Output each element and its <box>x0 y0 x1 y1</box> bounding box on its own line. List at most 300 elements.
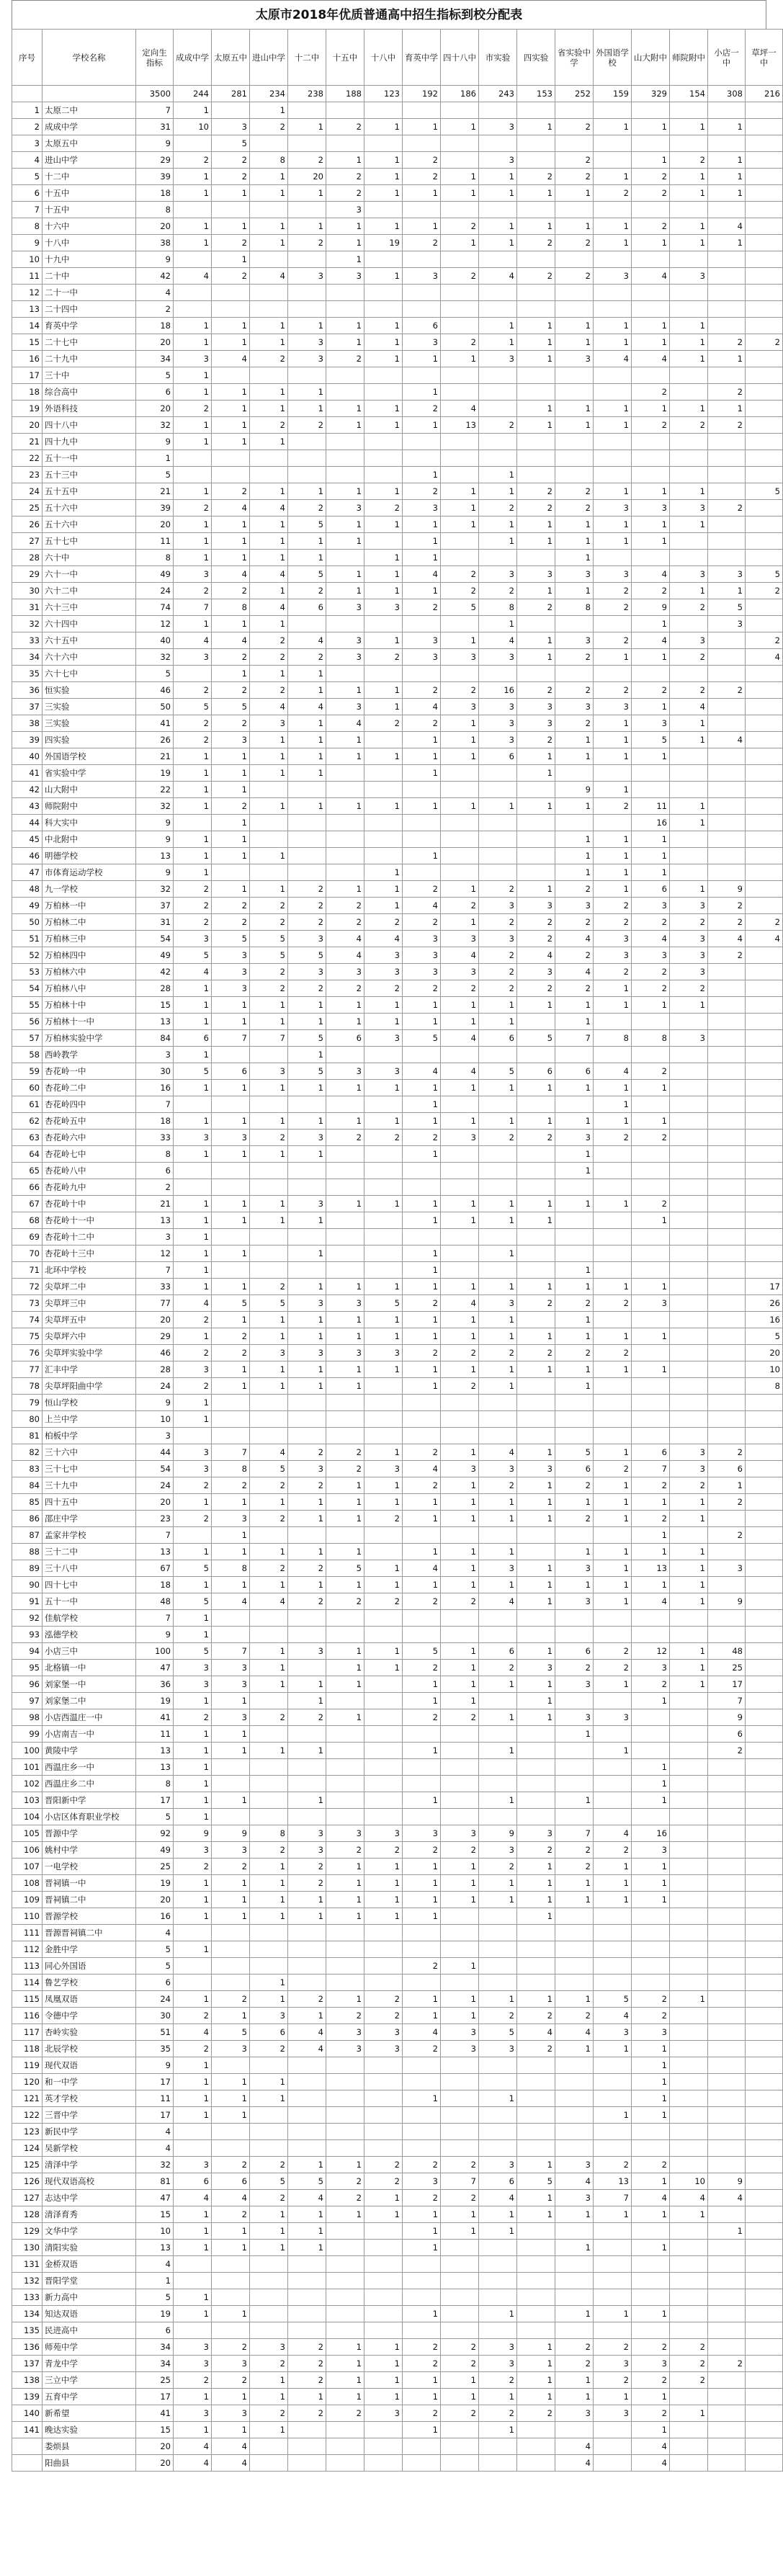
quota-cell: 1 <box>441 1312 479 1328</box>
quota-cell: 4 <box>632 2455 670 2472</box>
quota-cell: 1 <box>364 864 403 881</box>
quota-cell: 2 <box>441 2190 479 2206</box>
table-row <box>12 1693 783 1709</box>
table-row <box>12 848 783 864</box>
quota-cell <box>441 2240 479 2256</box>
quota-cell: 3 <box>479 2339 517 2356</box>
quota-cell <box>212 2273 250 2289</box>
quota-cell <box>288 782 326 798</box>
row-index-cell: 48 <box>12 881 42 898</box>
quota-cell <box>746 2322 783 2339</box>
quota-cell: 5 <box>288 1030 326 1047</box>
quota-cell: 1 <box>288 401 326 417</box>
quota-cell: 1 <box>288 1047 326 1063</box>
quota-cell: 1 <box>326 2356 364 2372</box>
quota-cell <box>594 1395 632 1411</box>
quota-cell: 4 <box>632 2438 670 2455</box>
quota-cell: 1 <box>250 2240 288 2256</box>
quota-cell: 11 <box>136 2090 174 2107</box>
row-index-cell: 43 <box>12 798 42 815</box>
quota-cell <box>403 2057 441 2074</box>
quota-cell <box>212 285 250 301</box>
row-index-cell: 107 <box>12 1859 42 1875</box>
quota-cell: 1 <box>594 980 632 997</box>
quota-cell: 1 <box>632 2206 670 2223</box>
quota-cell <box>670 384 708 401</box>
quota-cell <box>632 2223 670 2240</box>
quota-cell: 2 <box>517 169 555 185</box>
quota-cell: 4 <box>250 1444 288 1461</box>
quota-cell <box>479 1428 517 1444</box>
total-cell: 252 <box>555 86 594 102</box>
quota-cell <box>403 2438 441 2455</box>
quota-cell <box>594 815 632 831</box>
quota-cell: 2 <box>441 682 479 699</box>
quota-cell: 1 <box>364 1196 403 1212</box>
quota-cell: 1 <box>403 798 441 815</box>
quota-cell <box>632 2322 670 2339</box>
school-name-cell: 太原二中 <box>42 102 136 119</box>
table-row <box>12 2008 783 2024</box>
quota-cell: 2 <box>174 715 212 732</box>
quota-cell <box>441 782 479 798</box>
quota-cell: 3 <box>288 1643 326 1660</box>
quota-cell <box>250 1925 288 1941</box>
quota-cell <box>594 251 632 268</box>
quota-cell: 2 <box>212 649 250 666</box>
quota-cell: 1 <box>403 2008 441 2024</box>
quota-cell: 1 <box>594 1444 632 1461</box>
school-name-cell: 十八中 <box>42 235 136 251</box>
quota-cell: 2 <box>174 500 212 516</box>
row-index-cell: 28 <box>12 550 42 566</box>
quota-cell: 1 <box>555 1014 594 1030</box>
table-row <box>12 1461 783 1477</box>
quota-cell: 2 <box>250 964 288 980</box>
quota-cell <box>670 765 708 782</box>
quota-cell: 4 <box>479 632 517 649</box>
school-name-cell: 西岭教学 <box>42 1047 136 1063</box>
quota-cell: 2 <box>479 583 517 599</box>
school-name-cell: 晋祠镇二中 <box>42 1892 136 1908</box>
quota-cell: 2 <box>555 1660 594 1676</box>
quota-cell: 4 <box>212 2438 250 2455</box>
quota-cell: 1 <box>174 384 212 401</box>
quota-cell <box>212 1759 250 1776</box>
quota-cell: 7 <box>250 1030 288 1047</box>
table-row <box>12 666 783 682</box>
quota-cell <box>364 2240 403 2256</box>
quota-cell <box>250 1527 288 1544</box>
quota-cell: 2 <box>174 1345 212 1361</box>
quota-cell: 1 <box>441 1279 479 1295</box>
quota-cell: 2 <box>174 2041 212 2057</box>
quota-cell: 1 <box>288 533 326 550</box>
quota-cell: 2 <box>174 583 212 599</box>
quota-cell <box>555 285 594 301</box>
school-name-cell: 三十七中 <box>42 1461 136 1477</box>
quota-cell: 2 <box>594 185 632 202</box>
quota-cell: 9 <box>632 599 670 616</box>
quota-cell: 1 <box>364 798 403 815</box>
quota-cell: 1 <box>364 351 403 367</box>
quota-cell: 1 <box>250 334 288 351</box>
quota-cell: 1 <box>174 218 212 235</box>
quota-cell: 1 <box>212 1693 250 1709</box>
quota-cell <box>174 467 212 483</box>
quota-cell: 1 <box>594 748 632 765</box>
quota-cell <box>212 1428 250 1444</box>
quota-cell: 2 <box>403 2405 441 2422</box>
quota-cell <box>479 1975 517 1991</box>
quota-cell <box>403 1776 441 1792</box>
quota-cell: 1 <box>403 1378 441 1395</box>
school-name-cell: 小店区体育职业学校 <box>42 1809 136 1825</box>
quota-cell: 1 <box>403 1875 441 1892</box>
quota-cell <box>517 301 555 318</box>
total-cell: 188 <box>326 86 364 102</box>
quota-cell <box>708 318 746 334</box>
quota-cell: 1 <box>174 1759 212 1776</box>
quota-cell: 1 <box>632 533 670 550</box>
quota-cell: 1 <box>212 1245 250 1262</box>
quota-cell: 1 <box>632 334 670 351</box>
school-name-cell: 娄烦县 <box>42 2438 136 2455</box>
quota-cell: 18 <box>136 1577 174 1593</box>
quota-cell <box>250 1941 288 1958</box>
table-row <box>12 318 783 334</box>
quota-cell: 47 <box>136 1660 174 1676</box>
quota-cell: 3 <box>594 566 632 583</box>
quota-cell <box>708 1991 746 2008</box>
quota-cell: 2 <box>403 980 441 997</box>
row-index-cell: 6 <box>12 185 42 202</box>
quota-cell <box>212 1809 250 1825</box>
row-index-cell: 93 <box>12 1627 42 1643</box>
quota-cell <box>288 2140 326 2157</box>
quota-cell: 1 <box>403 2306 441 2322</box>
quota-cell: 2 <box>174 682 212 699</box>
quota-cell: 1 <box>594 2306 632 2322</box>
quota-cell: 2 <box>441 1709 479 1726</box>
quota-cell <box>708 2124 746 2140</box>
quota-cell <box>441 1627 479 1643</box>
quota-cell: 3 <box>441 964 479 980</box>
quota-cell: 4 <box>288 2024 326 2041</box>
quota-cell <box>212 102 250 119</box>
quota-cell: 3 <box>708 1560 746 1577</box>
quota-cell: 1 <box>403 732 441 748</box>
quota-cell <box>670 1130 708 1146</box>
quota-cell: 1 <box>632 649 670 666</box>
quota-cell <box>746 301 783 318</box>
quota-cell <box>594 1411 632 1428</box>
table-row <box>12 1345 783 1361</box>
school-name-cell: 万柏林三中 <box>42 931 136 947</box>
quota-cell: 3 <box>364 2041 403 2057</box>
quota-cell <box>364 2455 403 2472</box>
quota-cell: 4 <box>212 566 250 583</box>
quota-cell <box>441 367 479 384</box>
quota-cell <box>594 666 632 682</box>
quota-cell <box>517 1743 555 1759</box>
quota-cell <box>708 748 746 765</box>
quota-cell: 1 <box>441 798 479 815</box>
quota-cell <box>441 1047 479 1063</box>
table-row <box>12 980 783 997</box>
quota-cell: 17 <box>746 1279 783 1295</box>
quota-cell <box>746 1892 783 1908</box>
school-name-cell: 青龙中学 <box>42 2356 136 2372</box>
quota-cell <box>670 1295 708 1312</box>
quota-cell: 1 <box>403 1544 441 1560</box>
quota-cell <box>632 2124 670 2140</box>
table-row <box>12 2024 783 2041</box>
total-cell: 244 <box>174 86 212 102</box>
quota-cell <box>288 1610 326 1627</box>
quota-cell <box>403 864 441 881</box>
quota-cell <box>555 1229 594 1245</box>
quota-cell: 1 <box>364 566 403 583</box>
row-index-cell: 37 <box>12 699 42 715</box>
quota-cell: 1 <box>517 1577 555 1593</box>
quota-cell: 1 <box>326 1643 364 1660</box>
quota-cell: 11 <box>632 798 670 815</box>
quota-cell: 5 <box>212 2024 250 2041</box>
quota-cell <box>670 301 708 318</box>
quota-cell: 3 <box>136 1047 174 1063</box>
quota-cell <box>708 1825 746 1842</box>
quota-cell: 1 <box>250 798 288 815</box>
quota-cell: 9 <box>708 2173 746 2190</box>
quota-cell: 3 <box>174 1842 212 1859</box>
table-row <box>12 1378 783 1395</box>
quota-cell <box>326 1941 364 1958</box>
quota-cell: 3 <box>555 1709 594 1726</box>
quota-cell <box>670 848 708 864</box>
quota-cell <box>403 434 441 450</box>
quota-cell <box>670 434 708 450</box>
quota-cell: 2 <box>174 1511 212 1527</box>
quota-cell <box>746 1063 783 1080</box>
row-index-cell: 121 <box>12 2090 42 2107</box>
school-name-cell: 三十二中 <box>42 1544 136 1560</box>
quota-cell <box>364 666 403 682</box>
quota-cell: 3 <box>174 566 212 583</box>
quota-cell: 1 <box>517 1991 555 2008</box>
quota-cell <box>746 367 783 384</box>
quota-cell <box>708 1378 746 1395</box>
quota-cell <box>174 1096 212 1113</box>
quota-cell: 1 <box>250 848 288 864</box>
quota-cell: 2 <box>288 1991 326 2008</box>
quota-cell: 1 <box>212 417 250 434</box>
quota-cell: 1 <box>174 798 212 815</box>
total-cell: 281 <box>212 86 250 102</box>
quota-cell: 1 <box>517 2356 555 2372</box>
school-name-cell: 杏花岭四中 <box>42 1096 136 1113</box>
quota-cell <box>746 1991 783 2008</box>
quota-cell: 3 <box>288 1461 326 1477</box>
quota-cell: 2 <box>555 980 594 997</box>
quota-cell <box>746 2008 783 2024</box>
quota-cell: 1 <box>250 102 288 119</box>
quota-cell <box>708 2422 746 2438</box>
quota-cell: 2 <box>632 980 670 997</box>
quota-cell <box>517 2289 555 2306</box>
quota-cell <box>632 1014 670 1030</box>
quota-cell: 1 <box>594 1560 632 1577</box>
quota-cell: 2 <box>632 384 670 401</box>
table-row <box>12 1825 783 1842</box>
quota-cell: 2 <box>212 682 250 699</box>
quota-cell <box>670 1610 708 1627</box>
quota-cell: 1 <box>212 782 250 798</box>
quota-cell <box>250 1759 288 1776</box>
row-index-cell: 26 <box>12 516 42 533</box>
quota-cell <box>594 1941 632 1958</box>
quota-cell <box>441 1411 479 1428</box>
quota-cell <box>288 135 326 152</box>
quota-cell: 6 <box>479 2173 517 2190</box>
quota-cell: 2 <box>479 2372 517 2389</box>
quota-cell: 1 <box>632 1527 670 1544</box>
quota-cell <box>288 2124 326 2140</box>
row-index-cell: 65 <box>12 1163 42 1179</box>
quota-cell <box>517 1428 555 1444</box>
quota-cell: 1 <box>594 119 632 135</box>
quota-cell <box>632 1743 670 1759</box>
quota-cell <box>364 450 403 467</box>
quota-cell: 1 <box>632 401 670 417</box>
row-index-cell: 125 <box>12 2157 42 2173</box>
quota-cell: 1 <box>594 2206 632 2223</box>
table-row <box>12 1610 783 1627</box>
quota-cell: 1 <box>441 1676 479 1693</box>
quota-cell: 2 <box>250 417 288 434</box>
quota-cell: 41 <box>136 1709 174 1726</box>
quota-cell: 1 <box>174 102 212 119</box>
quota-cell <box>174 202 212 218</box>
quota-cell: 1 <box>441 1477 479 1494</box>
quota-cell: 16 <box>479 682 517 699</box>
quota-cell: 1 <box>594 1544 632 1560</box>
table-row <box>12 2289 783 2306</box>
quota-cell: 1 <box>212 765 250 782</box>
quota-cell: 1 <box>250 1113 288 1130</box>
quota-cell: 1 <box>708 1477 746 1494</box>
row-index-cell: 102 <box>12 1776 42 1792</box>
table-row <box>12 1643 783 1660</box>
quota-cell <box>632 2140 670 2157</box>
quota-cell: 49 <box>136 947 174 964</box>
quota-cell <box>212 1411 250 1428</box>
quota-cell: 5 <box>288 1063 326 1080</box>
quota-cell: 5 <box>136 1809 174 1825</box>
quota-cell: 4 <box>136 285 174 301</box>
quota-cell <box>746 1776 783 1792</box>
quota-cell: 1 <box>479 1378 517 1395</box>
table-row <box>12 1477 783 1494</box>
quota-cell: 3 <box>288 1295 326 1312</box>
quota-cell: 1 <box>288 1113 326 1130</box>
row-index-cell: 100 <box>12 1743 42 1759</box>
quota-cell <box>403 135 441 152</box>
quota-cell <box>364 467 403 483</box>
quota-cell: 1 <box>555 334 594 351</box>
quota-cell <box>632 1809 670 1825</box>
quota-cell: 1 <box>479 1212 517 1229</box>
quota-cell: 1 <box>670 583 708 599</box>
quota-cell <box>708 699 746 715</box>
quota-cell <box>555 1958 594 1975</box>
quota-cell: 3 <box>517 964 555 980</box>
quota-cell: 1 <box>403 2240 441 2256</box>
quota-cell: 1 <box>670 997 708 1014</box>
row-index-cell: 68 <box>12 1212 42 1229</box>
quota-cell <box>746 765 783 782</box>
quota-cell <box>326 2256 364 2273</box>
quota-cell <box>555 1047 594 1063</box>
quota-cell <box>632 1627 670 1643</box>
quota-cell: 1 <box>517 351 555 367</box>
row-index-cell: 103 <box>12 1792 42 1809</box>
quota-cell <box>708 848 746 864</box>
quota-cell <box>288 1958 326 1975</box>
quota-cell: 2 <box>288 235 326 251</box>
quota-cell <box>670 1859 708 1875</box>
quota-cell: 1 <box>555 185 594 202</box>
quota-cell <box>288 301 326 318</box>
quota-cell <box>746 2240 783 2256</box>
quota-cell: 1 <box>479 1676 517 1693</box>
quota-cell <box>746 500 783 516</box>
row-index-cell: 120 <box>12 2074 42 2090</box>
quota-cell: 1 <box>670 1511 708 1527</box>
quota-cell <box>594 1428 632 1444</box>
quota-cell: 21 <box>136 483 174 500</box>
quota-cell <box>670 616 708 632</box>
row-index-cell: 131 <box>12 2256 42 2273</box>
school-name-cell: 恒山学校 <box>42 1395 136 1411</box>
quota-cell: 2 <box>441 583 479 599</box>
quota-cell: 1 <box>403 1245 441 1262</box>
quota-cell: 3 <box>403 632 441 649</box>
quota-cell: 1 <box>479 1511 517 1527</box>
quota-cell: 19 <box>136 765 174 782</box>
quota-cell: 1 <box>479 533 517 550</box>
row-index-cell: 70 <box>12 1245 42 1262</box>
quota-cell <box>479 848 517 864</box>
quota-cell: 2 <box>326 185 364 202</box>
quota-cell <box>632 301 670 318</box>
quota-cell <box>288 1776 326 1792</box>
quota-cell <box>555 1096 594 1113</box>
quota-cell: 2 <box>479 964 517 980</box>
quota-cell <box>632 135 670 152</box>
quota-cell: 2 <box>517 1295 555 1312</box>
quota-cell: 1 <box>364 682 403 699</box>
quota-cell: 1 <box>555 2206 594 2223</box>
table-row <box>12 1975 783 1991</box>
quota-cell <box>746 782 783 798</box>
quota-cell: 4 <box>136 2124 174 2140</box>
quota-cell: 1 <box>250 1743 288 1759</box>
quota-cell: 1 <box>288 748 326 765</box>
quota-cell: 2 <box>708 384 746 401</box>
quota-cell <box>288 1096 326 1113</box>
quota-cell <box>441 1726 479 1743</box>
